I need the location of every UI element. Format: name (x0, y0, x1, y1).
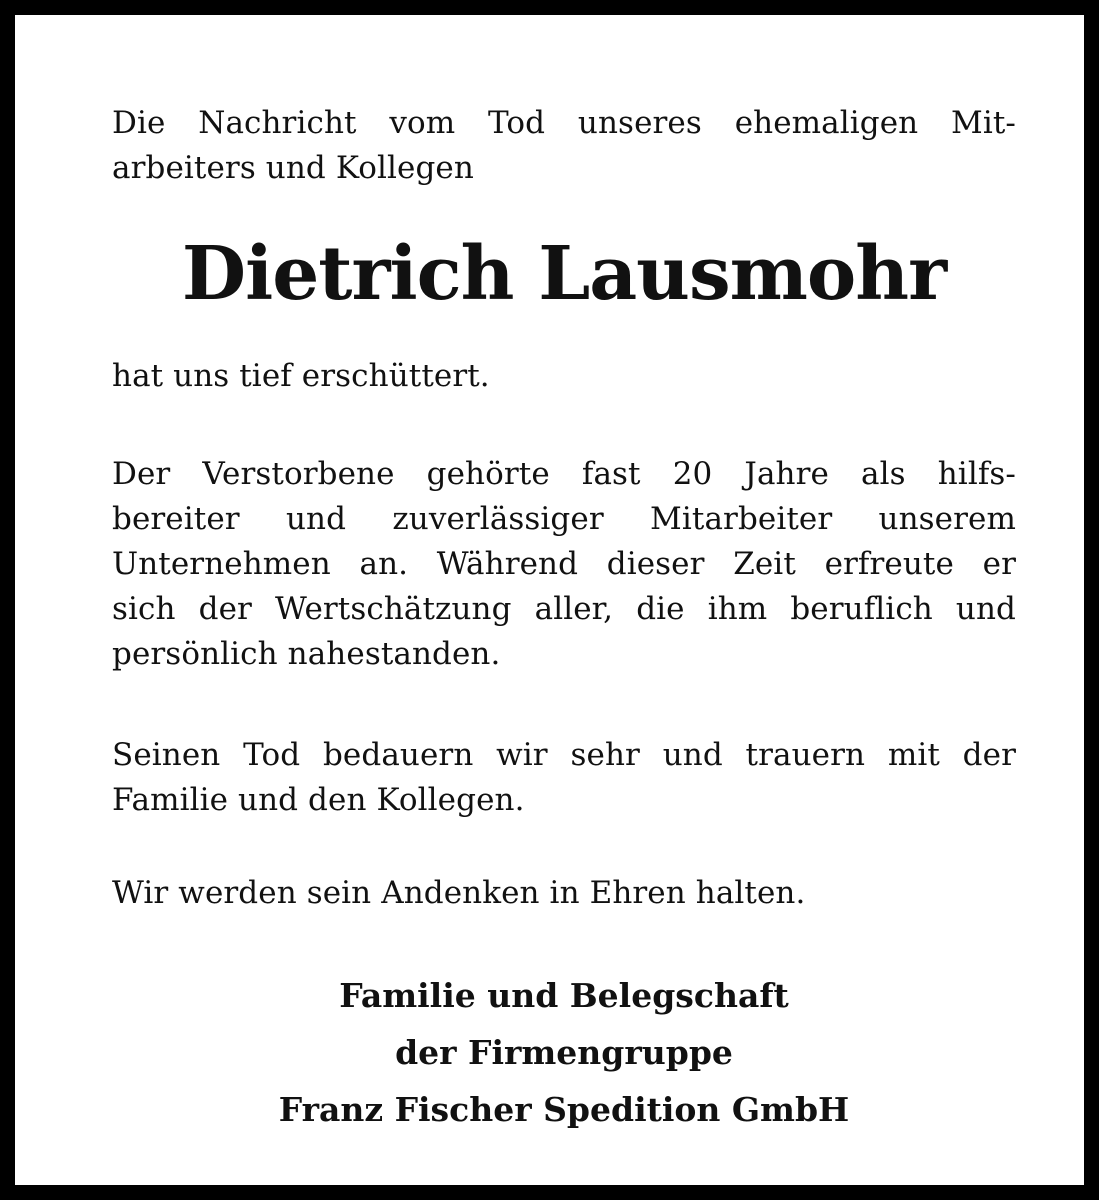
intro-paragraph (112, 101, 1016, 191)
mourning-paragraph (112, 733, 1016, 823)
signature-line: Familie und Belegschaft (339, 976, 789, 1015)
body-line: Der Verstorbene gehörte fast 20 Jahre als hilfs- (112, 456, 1016, 492)
obituary-content (112, 101, 1016, 1129)
signature-block (112, 967, 1016, 1138)
deceased-name: Dietrich Lausmohr (181, 231, 947, 317)
honor-paragraph (112, 871, 1016, 916)
signature-line: der Firmengruppe (395, 1033, 733, 1072)
body-line: Unternehmen an. Während dieser Zeit erfreute er (112, 546, 1016, 582)
shock-paragraph (112, 354, 1016, 399)
body-line: bereiter und zuverlässiger Mitarbeiter unserem (112, 501, 1016, 537)
intro-line: arbeiters und Kollegen (112, 150, 474, 186)
body-line: sich der Wertschätzung aller, die ihm beruflich und (112, 591, 1016, 627)
body-paragraph (112, 452, 1016, 677)
honor-line: Wir werden sein Andenken in Ehren halten. (112, 875, 806, 911)
shock-line: hat uns tief erschüttert. (112, 358, 490, 394)
mourning-line: Seinen Tod bedauern wir sehr und trauern mit der (112, 737, 1016, 773)
mourning-line: Familie und den Kollegen. (112, 782, 525, 818)
body-line: persönlich nahestanden. (112, 636, 501, 672)
signature-line: Franz Fischer Spedition GmbH (278, 1090, 850, 1129)
intro-line: Die Nachricht vom Tod unseres ehemaligen Mit- (112, 105, 1016, 141)
